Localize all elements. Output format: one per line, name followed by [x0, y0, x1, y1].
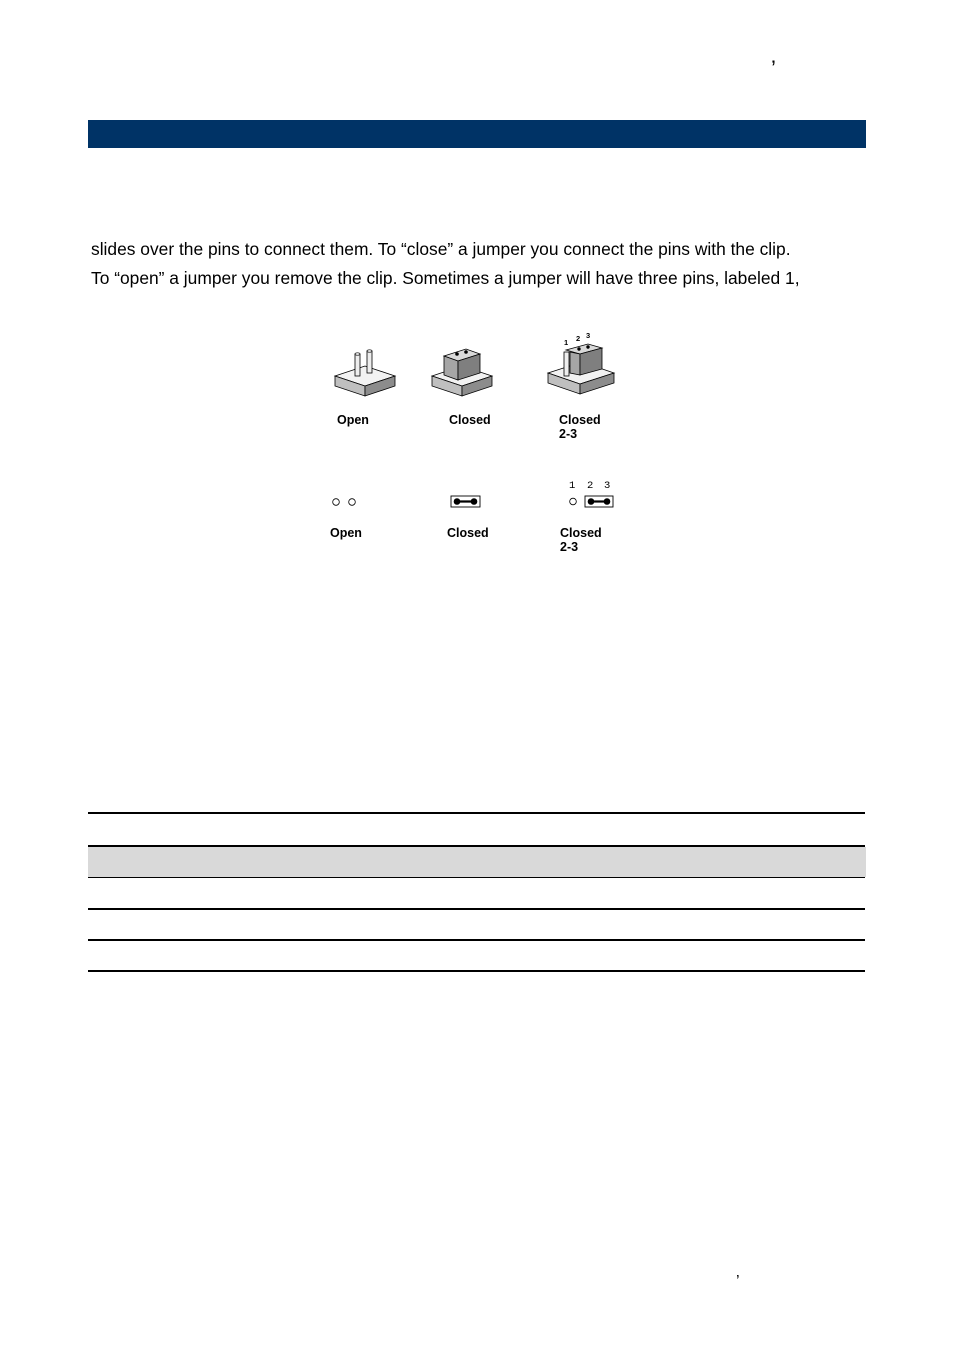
- body-text-line-2: To “open” a jumper you remove the clip. Sometimes a jumper will have three pins, labeled 1,: [91, 268, 800, 288]
- table-header-top-rule: [88, 845, 865, 847]
- table-top-rule: [88, 812, 865, 814]
- table-header-bottom-rule: [88, 877, 865, 878]
- closed-3d-label: Closed: [449, 413, 491, 427]
- closed23-schematic-label: Closed 2-3: [560, 526, 602, 554]
- pin-2-schematic-label: 2: [587, 480, 594, 492]
- pin-3-3d-label: 3: [586, 331, 591, 340]
- table-row-rule: [88, 939, 865, 941]
- footer-mark: ’: [736, 1273, 740, 1290]
- table-header-row: [88, 847, 866, 877]
- pin-2-3d-label: 2: [576, 334, 581, 343]
- closed23-jumper-schematic: [567, 495, 615, 509]
- closed23-3d-label: Closed 2-3: [559, 413, 601, 441]
- table-row-rule: [88, 908, 865, 910]
- section-heading-bar: [88, 120, 866, 148]
- closed-schematic-label: Closed: [447, 526, 489, 540]
- pin-1-3d-label: 1: [564, 338, 569, 347]
- closed-jumper-schematic: [450, 495, 482, 509]
- pin-3-schematic-label: 3: [604, 480, 611, 492]
- closed-jumper-3d-illustration: [430, 346, 494, 398]
- open-jumper-schematic: [330, 496, 360, 508]
- open-3d-label: Open: [337, 413, 369, 427]
- closed23-jumper-3d-illustration: [546, 343, 616, 397]
- table-bottom-rule: [88, 970, 865, 972]
- header-mark: ’: [771, 56, 776, 81]
- open-jumper-3d-illustration: [333, 348, 397, 398]
- open-schematic-label: Open: [330, 526, 362, 540]
- pin-1-schematic-label: 1: [569, 480, 576, 492]
- body-text-line-1: slides over the pins to connect them. To “close” a jumper you connect the pins with the clip.: [91, 239, 791, 259]
